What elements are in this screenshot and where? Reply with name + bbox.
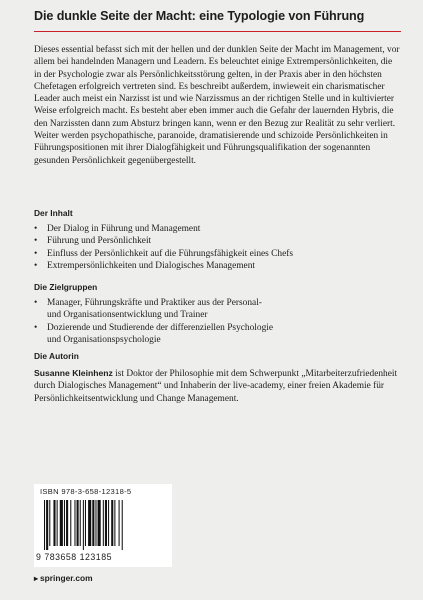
barcode-digits: 9 783658 123185	[36, 552, 112, 562]
author-bio: Susanne Kleinhenz ist Doktor der Philosophie mit dem Schwerpunkt „Mitarbeiterzufriedenheit durch Dialogisches Management“ und Inhaberin der live-academy, einer freien Akademie für Persönlichkeitsentwicklung und Change Management.	[34, 368, 398, 404]
list-item: • Führung und Persönlichkeit	[34, 236, 152, 247]
bullet-icon: •	[34, 298, 38, 308]
barcode	[34, 484, 172, 567]
list-item: • Extrempersönlichkeiten und Dialogisches Management	[34, 260, 256, 271]
section-heading-zielgruppen: Die Zielgruppen	[34, 282, 98, 292]
intro-paragraph: Dieses essential befasst sich mit der hellen und der dunklen Seite der Macht im Management, vor allem bei handelnden Managern und Leadern. Es beleuchtet einige Extrempersönlichkeiten, die in der Psychologie zwar als Persönlichkeitsstörung gelten, in der Praxis aber in den höchsten Chefetagen erfolgreich vertreten sind. Es beschreibt außerdem, inwieweit ein charismatischer Leader auch meist ein Narzisst ist und wie Narzissmus an der richtigen Stelle und in kultivierter Weise erfolgreich macht. Es besteht aber eben immer auch die Gefahr der lauernden Hybris, die den Narzissten dann zum Absturz bringen kann, wenn er den Bezug zur Realität zu sehr verliert. Weiter werden psychopathische, paranoide, dramatisierende und schizoide Persönlichkeiten in Führungspositionen mit ihrer Dialogfähigkeit und Führungsqualifikation der sogenannten gesunden Persönlichkeit gegenübergestellt.	[34, 45, 400, 166]
list-item: • Dozierende und Studierende der differenziellen Psychologie und Organisationspsychologie	[34, 322, 274, 345]
section-zielgruppen	[34, 282, 404, 346]
list-item: • Manager, Führungskräfte und Praktiker aus der Personal- und Organisationsentwicklung und Trainer	[34, 298, 262, 321]
publisher-url: springer.com	[40, 573, 93, 583]
barcode-bars	[44, 500, 162, 550]
bullet-icon: •	[34, 224, 38, 234]
section-heading-autorin: Die Autorin	[34, 351, 79, 361]
bullet-icon: •	[34, 260, 38, 271]
book-title: Die dunkle Seite der Macht: eine Typologie von Führung	[34, 9, 365, 23]
publisher-link[interactable]	[34, 573, 93, 583]
inhalt-list	[34, 223, 404, 272]
list-item: • Einfluss der Persönlichkeit auf die Führungsfähigkeit eines Chefs	[34, 248, 294, 259]
list-item: • Der Dialog in Führung und Management	[34, 224, 201, 234]
bullet-icon: •	[34, 248, 38, 259]
isbn-label: ISBN 978-3-658-12318-5	[40, 487, 132, 496]
section-inhalt	[34, 208, 404, 272]
title-divider	[34, 31, 401, 32]
arrow-right-icon: ▸	[34, 574, 39, 583]
bullet-icon: •	[34, 236, 38, 247]
section-heading-inhalt: Der Inhalt	[34, 208, 73, 218]
bullet-icon: •	[34, 322, 38, 333]
author-name: Susanne Kleinhenz	[34, 368, 113, 378]
zielgruppen-list	[34, 297, 274, 346]
section-autorin	[34, 351, 404, 405]
